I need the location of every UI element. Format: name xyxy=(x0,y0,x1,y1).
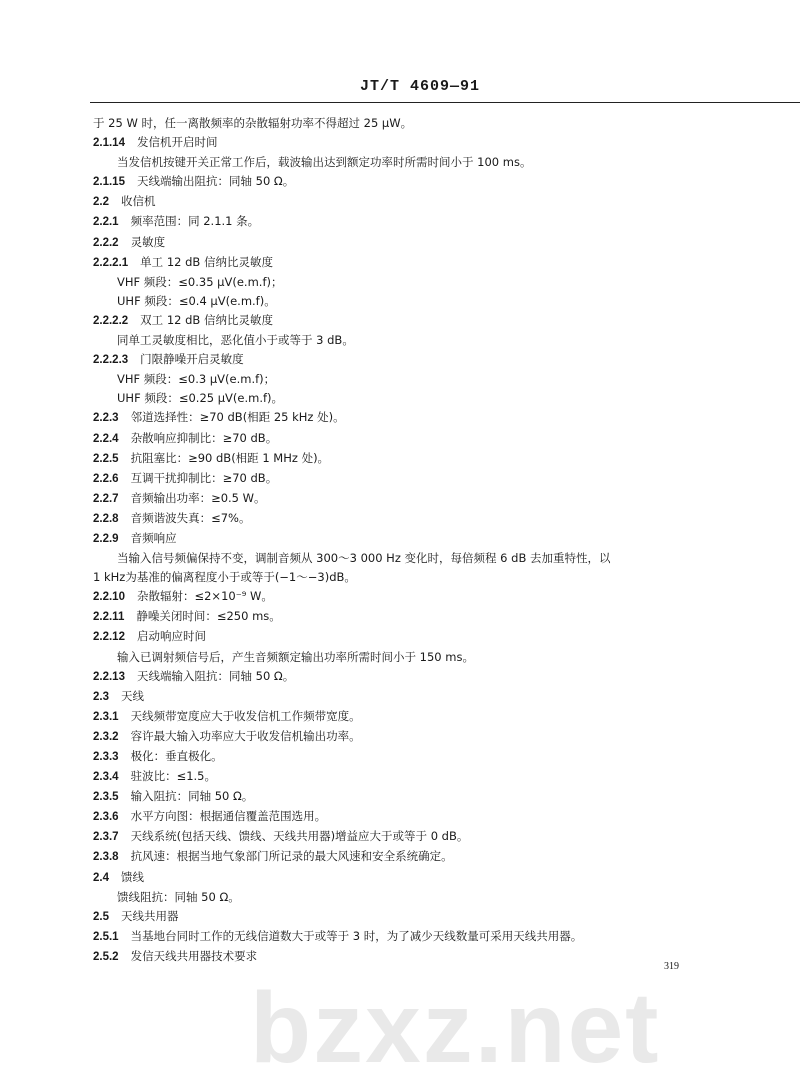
clause-number: 2.5.1 xyxy=(93,930,119,943)
clause-text: 音频输出功率：≥0.5 W。 xyxy=(130,490,266,505)
clause-text: 天线共用器 xyxy=(121,908,179,923)
clause-text: 杂散辐射：≤2×10⁻⁹ W。 xyxy=(136,589,273,604)
clause-text: 1 kHz为基准的偏离程度小于或等于(−1～−3)dB。 xyxy=(93,570,356,585)
clause-number: 2.3.5 xyxy=(93,791,119,804)
text-line xyxy=(93,114,733,133)
clause-line xyxy=(93,587,733,607)
clause-text: UHF 频段：≤0.4 μV(e.m.f)。 xyxy=(117,293,276,308)
clause-text: 发信机开启时间 xyxy=(136,135,218,150)
clause-line xyxy=(93,449,733,469)
clause-line xyxy=(93,947,733,967)
clause-line xyxy=(93,192,733,212)
clause-number: 2.2.13 xyxy=(93,670,125,683)
clause-number: 2.5.2 xyxy=(93,950,119,963)
clause-text: 同单工灵敏度相比，恶化值小于或等于 3 dB。 xyxy=(117,333,354,348)
page-number: 319 xyxy=(664,961,679,972)
document-body xyxy=(93,114,733,967)
clause-text: 互调干扰抑制比：≥70 dB。 xyxy=(130,470,278,485)
clause-line xyxy=(93,927,733,947)
clause-number: 2.2.11 xyxy=(93,611,125,624)
clause-number: 2.2 xyxy=(93,196,109,209)
text-line xyxy=(93,273,733,292)
clause-number: 2.2.7 xyxy=(93,492,119,505)
clause-number: 2.5 xyxy=(93,910,109,923)
text-line xyxy=(93,568,733,587)
clause-text: 杂散响应抑制比：≥70 dB。 xyxy=(130,430,278,445)
clause-number: 2.3 xyxy=(93,690,109,703)
clause-line xyxy=(93,787,733,807)
clause-number: 2.2.12 xyxy=(93,631,125,644)
clause-line xyxy=(93,350,733,370)
clause-text: 天线频带宽度应大于收发信机工作频带宽度。 xyxy=(130,708,361,723)
clause-line xyxy=(93,687,733,707)
clause-number: 2.2.1 xyxy=(93,216,119,229)
clause-number: 2.3.8 xyxy=(93,851,119,864)
clause-text: 极化：垂直极化。 xyxy=(130,749,223,763)
clause-line xyxy=(93,847,733,867)
clause-text: 收信机 xyxy=(121,194,156,209)
clause-text: 输入已调射频信号后，产生音频额定输出功率所需时间小于 150 ms。 xyxy=(117,649,474,664)
clause-text: UHF 频段：≤0.25 μV(e.m.f)。 xyxy=(117,391,284,406)
clause-number: 2.2.2.2 xyxy=(93,314,129,327)
clause-text: 邻道选择性：≥70 dB(相距 25 kHz 处)。 xyxy=(130,410,345,425)
clause-line xyxy=(93,469,733,489)
clause-text: 双工 12 dB 信纳比灵敏度 xyxy=(140,312,273,327)
clause-line xyxy=(93,509,733,529)
clause-text: 抗风速：根据当地气象部门所记录的最大风速和安全系统确定。 xyxy=(130,849,453,864)
clause-line xyxy=(93,807,733,827)
clause-number: 2.2.2 xyxy=(93,236,119,249)
clause-text: 抗阻塞比：≥90 dB(相距 1 MHz 处)。 xyxy=(130,450,330,465)
clause-text: 当发信机按键开关正常工作后，载波输出达到额定功率时所需时间小于 100 ms。 xyxy=(117,155,532,170)
clause-text: 水平方向图：根据通信覆盖范围选用。 xyxy=(130,809,327,824)
clause-line xyxy=(93,907,733,927)
clause-number: 2.3.1 xyxy=(93,710,119,723)
clause-number: 2.2.3 xyxy=(93,412,119,425)
clause-line xyxy=(93,311,733,331)
clause-number: 2.1.14 xyxy=(93,137,125,150)
clause-text: 输入阻抗：同轴 50 Ω。 xyxy=(130,789,254,804)
clause-text: 灵敏度 xyxy=(130,234,166,249)
text-line xyxy=(93,370,733,389)
clause-number: 2.4 xyxy=(93,871,109,884)
clause-number: 2.3.3 xyxy=(93,751,119,763)
clause-number: 2.2.2.1 xyxy=(93,256,129,269)
clause-text: 天线端输出阻抗：同轴 50 Ω。 xyxy=(136,174,295,189)
clause-number: 2.2.9 xyxy=(93,532,119,545)
clause-line xyxy=(93,607,733,627)
clause-text: VHF 频段：≤0.35 μV(e.m.f)； xyxy=(117,274,283,289)
clause-line xyxy=(93,529,733,549)
clause-line xyxy=(93,253,733,273)
clause-text: 发信天线共用器技术要求 xyxy=(130,948,258,963)
clause-number: 2.3.4 xyxy=(93,771,119,784)
text-line xyxy=(93,153,733,172)
document-code-header: JT/T 4609—91 xyxy=(359,78,481,95)
clause-number: 2.2.10 xyxy=(93,591,125,604)
clause-number: 2.2.6 xyxy=(93,472,119,485)
clause-text: 当输入信号频偏保持不变，调制音频从 300～3 000 Hz 变化时，每倍频程 6 dB 去加重特性，以 xyxy=(117,551,611,566)
text-line xyxy=(93,389,733,408)
clause-text: VHF 频段：≤0.3 μV(e.m.f)； xyxy=(117,372,276,387)
clause-number: 2.2.2.3 xyxy=(93,354,129,367)
text-line xyxy=(93,648,733,667)
clause-text: 驻波比：≤1.5。 xyxy=(130,769,217,784)
clause-text: 当基地台同时工作的无线信道数大于或等于 3 时，为了减少天线数量可采用天线共用器。 xyxy=(130,928,583,943)
clause-text: 馈线 xyxy=(121,869,144,884)
clause-text: 静噪关闭时间：≤250 ms。 xyxy=(136,609,281,624)
clause-line xyxy=(93,747,733,767)
clause-number: 2.2.5 xyxy=(93,452,119,465)
clause-text: 馈线阻抗：同轴 50 Ω。 xyxy=(117,889,240,904)
clause-number: 2.3.7 xyxy=(93,831,119,844)
clause-text: 门限静噪开启灵敏度 xyxy=(140,352,244,367)
clause-text: 容许最大输入功率应大于收发信机输出功率。 xyxy=(130,728,361,743)
text-line xyxy=(93,292,733,311)
clause-text: 频率范围：同 2.1.1 条。 xyxy=(130,214,260,229)
watermark: bzxz.net xyxy=(250,972,661,1084)
text-line xyxy=(93,549,733,568)
clause-number: 2.2.4 xyxy=(93,432,119,445)
header-rule xyxy=(90,102,800,103)
clause-line xyxy=(93,667,733,687)
clause-line xyxy=(93,868,733,888)
clause-line xyxy=(93,727,733,747)
clause-line xyxy=(93,133,733,153)
clause-number: 2.3.6 xyxy=(93,811,119,824)
clause-number: 2.2.8 xyxy=(93,512,119,525)
clause-line xyxy=(93,233,733,253)
clause-text: 天线系统(包括天线、馈线、天线共用器)增益应大于或等于 0 dB。 xyxy=(130,829,469,844)
clause-line xyxy=(93,212,733,232)
clause-line xyxy=(93,429,733,449)
clause-text: 单工 12 dB 信纳比灵敏度 xyxy=(140,254,273,269)
clause-line xyxy=(93,827,733,847)
clause-text: 于 25 W 时，任一离散频率的杂散辐射功率不得超过 25 μW。 xyxy=(93,116,413,130)
clause-text: 天线端输入阻抗：同轴 50 Ω。 xyxy=(136,668,295,683)
clause-line xyxy=(93,172,733,192)
clause-line xyxy=(93,489,733,509)
clause-number: 2.1.15 xyxy=(93,176,125,189)
clause-number: 2.3.2 xyxy=(93,730,119,743)
clause-line xyxy=(93,767,733,787)
clause-line xyxy=(93,707,733,727)
clause-text: 音频谐波失真：≤7%。 xyxy=(130,510,251,525)
text-line xyxy=(93,888,733,907)
clause-text: 天线 xyxy=(121,688,144,703)
text-line xyxy=(93,331,733,350)
clause-text: 启动响应时间 xyxy=(136,629,206,644)
clause-text: 音频响应 xyxy=(130,530,177,545)
clause-line xyxy=(93,627,733,647)
clause-line xyxy=(93,408,733,428)
